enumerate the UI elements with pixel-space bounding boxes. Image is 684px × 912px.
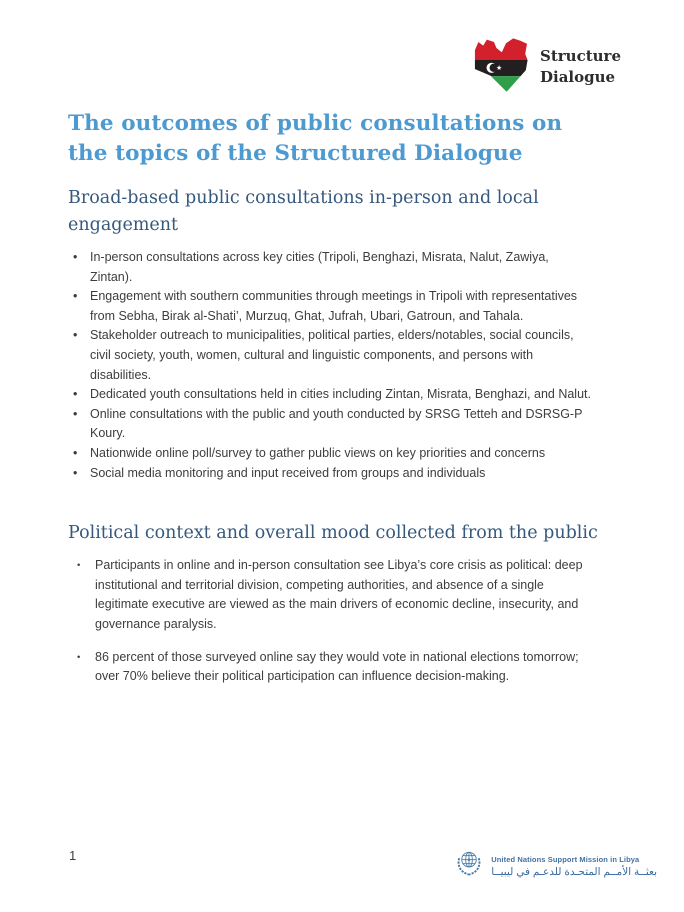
section-heading-consultations	[68, 185, 616, 239]
bullet-item: • Participants in online and in-person consultation see Libya’s core crisis as political: deep institutional and territorial division, competing authorities, and absence of a single legitimate executive are viewed as the main drivers of economic decline, insecurity, and governance paralysis.	[68, 556, 589, 634]
unsmil-name-english: United Nations Support Mission in Libya	[491, 854, 640, 864]
page-title	[68, 109, 616, 169]
document-body	[68, 109, 616, 687]
section-heading-political-context	[68, 520, 616, 547]
section-heading-line1: Broad-based public consultations in-person and local	[68, 188, 539, 208]
page-number: 1	[69, 848, 77, 863]
section-heading-line2: engagement	[68, 215, 179, 235]
structure-dialogue-logo	[470, 36, 621, 98]
brand-name-line2: Dialogue	[540, 68, 616, 86]
bullet-item: • Online consultations with the public and youth conducted by SRSG Tetteh and DSRSG-P Koury.	[68, 405, 592, 444]
page-title-line2: the topics of the Structured Dialogue	[68, 141, 523, 166]
bullet-item: • In-person consultations across key cities (Tripoli, Benghazi, Misrata, Nalut, Zawiya, Zintan).	[68, 248, 592, 287]
political-context-bullet-list	[68, 556, 589, 687]
unsmil-name-arabic: بعثــة الأمــم المتحـدة للدعـم في ليبيــا	[491, 865, 657, 878]
brand-name	[540, 46, 621, 88]
section-political-context	[68, 520, 616, 687]
unsmil-footer-logo	[453, 847, 657, 886]
un-emblem-icon	[453, 847, 485, 886]
brand-name-line1: Structure	[540, 47, 621, 65]
bullet-item: • Engagement with southern communities through meetings in Tripoli with representatives from Sebha, Birak al-Shati’, Murzuq, Ghat, Jufrah, Ubari, Gatroun, and Tahala.	[68, 287, 592, 326]
page-title-line1: The outcomes of public consultations on	[68, 111, 563, 136]
bullet-item: • Stakeholder outreach to municipalities, political parties, elders/notables, social councils, civil society, youth, women, cultural and linguistic components, and persons with disabilities.	[68, 326, 592, 385]
section-heading-line1: Political context and overall mood collected from the public	[68, 523, 598, 544]
bullet-item: • Social media monitoring and input received from groups and individuals	[68, 464, 592, 484]
libya-map-flag-icon	[470, 36, 530, 98]
bullet-item: • 86 percent of those surveyed online say they would vote in national elections tomorrow; over 70% believe their political participation can influence decision-making.	[68, 648, 589, 687]
bullet-item: • Dedicated youth consultations held in cities including Zintan, Misrata, Benghazi, and Nalut.	[68, 385, 592, 405]
consultations-bullet-list	[68, 248, 592, 483]
unsmil-footer-text	[491, 855, 657, 879]
section-consultations	[68, 185, 616, 483]
bullet-item: • Nationwide online poll/survey to gather public views on key priorities and concerns	[68, 444, 592, 464]
